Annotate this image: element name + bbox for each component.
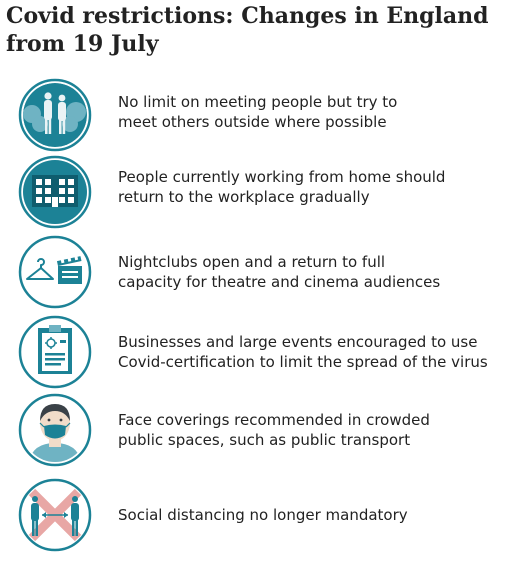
item-text-line-1: No limit on meeting people but try to	[118, 93, 398, 111]
restriction-item-certification	[0, 315, 520, 399]
social-distancing-crossed-icon	[18, 478, 92, 552]
people-outdoors-icon	[18, 78, 92, 152]
restriction-item-face-coverings	[0, 393, 520, 477]
face-mask-icon	[18, 393, 92, 467]
coat-hanger-clapperboard-icon	[18, 235, 92, 309]
item-text-line-2: Covid-certification to limit the spread of the virus	[118, 353, 488, 371]
item-text-line-2: public spaces, such as public transport	[118, 431, 411, 449]
item-text-line-1: Face coverings recommended in crowded	[118, 411, 430, 429]
item-text-line-2: return to the workplace gradually	[118, 188, 370, 206]
title-line-1: Covid restrictions: Changes in England	[6, 3, 489, 29]
restriction-item-workplace	[0, 155, 520, 239]
item-text-line-1: Nightclubs open and a return to full	[118, 253, 386, 271]
restriction-item-nightclubs	[0, 235, 520, 319]
item-text-line-1: Businesses and large events encouraged to use	[118, 333, 478, 351]
item-text-line-1: Social distancing no longer mandatory	[118, 506, 408, 524]
restriction-item-meeting	[0, 78, 520, 162]
title-line-2: from 19 July	[6, 31, 159, 57]
page-title	[6, 2, 506, 58]
clipboard-certificate-icon	[18, 315, 92, 389]
item-text-line-2: meet others outside where possible	[118, 113, 387, 131]
office-building-icon	[18, 155, 92, 229]
restriction-item-social-distancing	[0, 478, 520, 562]
item-text-line-2: capacity for theatre and cinema audiences	[118, 273, 441, 291]
item-text-line-1: People currently working from home should	[118, 168, 446, 186]
